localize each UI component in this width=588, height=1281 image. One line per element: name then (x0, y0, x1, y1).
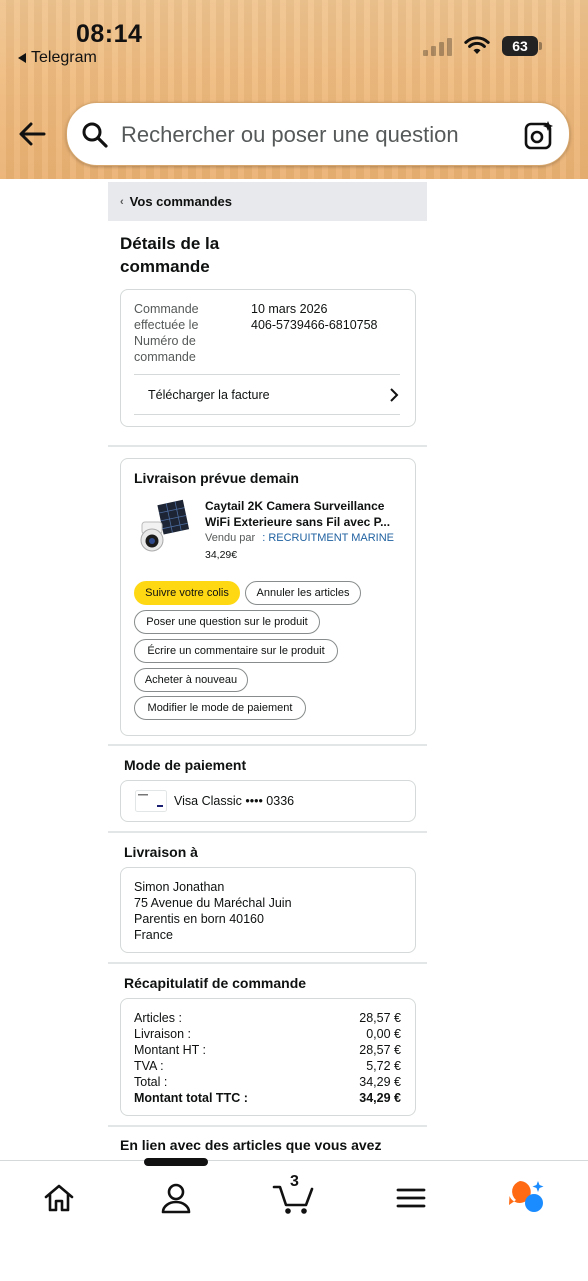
summary-row-label: Total : (134, 1075, 168, 1089)
battery-level: 63 (512, 38, 528, 54)
summary-row-value: 28,57 € (359, 1011, 401, 1025)
status-time: 08:14 (76, 20, 143, 48)
summary-row (134, 1042, 401, 1058)
grand-total-label: Montant total TTC : (134, 1091, 248, 1105)
product-title[interactable]: Caytail 2K Camera Surveillance WiFi Exterieure sans Fil avec P... (205, 499, 391, 529)
cancel-items-button[interactable]: Annuler les articles (245, 581, 361, 605)
section-separator (108, 445, 427, 447)
search-placeholder: Rechercher ou poser une question (121, 122, 459, 147)
order-date-label: Commande effectuée le (134, 302, 199, 332)
payment-card[interactable] (120, 780, 416, 822)
address-street: 75 Avenue du Maréchal Juin (134, 896, 292, 910)
payment-card-label: Visa Classic •••• 0336 (174, 794, 295, 808)
order-number-value: 406-5739466-6810758 (251, 318, 378, 332)
summary-row-label: TVA : (134, 1059, 164, 1073)
breadcrumb[interactable] (108, 182, 427, 221)
summary-row-value: 0,00 € (366, 1027, 401, 1041)
camera-search-icon[interactable] (523, 119, 555, 151)
summary-row-label: Articles : (134, 1011, 182, 1025)
track-package-button[interactable]: Suivre votre colis (134, 581, 240, 605)
cellular-signal-icon (423, 36, 452, 56)
summary-row-label: Montant HT : (134, 1043, 207, 1057)
summary-grand-total-row (134, 1090, 401, 1106)
wifi-icon (464, 36, 490, 56)
seller-link[interactable]: : RECRUITMENT MARINE (262, 532, 395, 544)
summary-row (134, 1026, 401, 1042)
order-date-value: 10 mars 2026 (251, 302, 328, 316)
product-image[interactable] (134, 496, 192, 554)
section-separator (108, 831, 427, 833)
summary-row-label: Livraison : (134, 1027, 191, 1041)
order-info-card (120, 289, 416, 427)
home-icon[interactable] (42, 1181, 76, 1215)
cart-count: 3 (290, 1173, 299, 1190)
summary-row-value: 28,57 € (359, 1043, 401, 1057)
payment-heading: Mode de paiement (124, 757, 247, 773)
menu-icon[interactable] (394, 1181, 428, 1215)
shipping-heading: Livraison à (124, 844, 198, 860)
recipient-name: Simon Jonathan (134, 880, 225, 894)
address-city: Parentis en born 40160 (134, 912, 264, 926)
summary-heading: Récapitulatif de commande (124, 975, 307, 991)
sold-by-row (205, 532, 394, 544)
cart-button[interactable] (272, 1173, 316, 1217)
section-separator (108, 744, 427, 746)
download-invoice-row[interactable] (134, 375, 400, 415)
order-number-label: Numéro de commande (134, 334, 196, 364)
bottom-navigation (0, 1160, 588, 1281)
page-title: Détails de la commande (120, 234, 220, 276)
visa-card-icon (135, 790, 167, 812)
back-app-label: Telegram (31, 49, 97, 66)
search-icon (81, 121, 109, 149)
battery-icon (502, 36, 538, 56)
summary-row-value: 34,29 € (359, 1075, 401, 1089)
address-block (134, 879, 292, 943)
back-arrow-icon[interactable] (16, 118, 48, 150)
back-to-telegram[interactable] (18, 49, 97, 67)
section-separator (108, 962, 427, 964)
delivery-card (120, 458, 416, 736)
chevron-right-icon (388, 388, 400, 402)
home-indicator (144, 1158, 208, 1166)
order-summary-card (120, 998, 416, 1116)
shipping-address-card (120, 867, 416, 953)
summary-row-value: 5,72 € (366, 1059, 401, 1073)
product-price: 34,29€ (205, 549, 238, 561)
sold-by-label: Vendu par (205, 532, 256, 544)
divider (134, 414, 400, 415)
download-invoice-label: Télécharger la facture (148, 388, 270, 402)
summary-row (134, 1074, 401, 1090)
section-separator (108, 1125, 427, 1127)
status-icons (423, 36, 538, 56)
summary-row (134, 1010, 401, 1026)
search-bar[interactable] (66, 102, 570, 166)
ask-question-button[interactable]: Poser une question sur le produit (134, 610, 320, 634)
grand-total-value: 34,29 € (359, 1091, 401, 1105)
summary-rows (134, 1010, 401, 1106)
write-review-button[interactable]: Écrire un commentaire sur le produit (134, 639, 338, 663)
summary-row (134, 1058, 401, 1074)
change-payment-button[interactable]: Modifier le mode de paiement (134, 696, 306, 720)
chevron-left-icon: ‹ (120, 195, 124, 208)
app-header (0, 0, 588, 179)
rufus-ai-icon[interactable] (506, 1177, 548, 1219)
breadcrumb-label: Vos commandes (129, 194, 233, 209)
delivery-heading: Livraison prévue demain (134, 470, 299, 486)
address-country: France (134, 928, 173, 942)
buy-again-button[interactable]: Acheter à nouveau (134, 668, 248, 692)
back-triangle-icon (18, 53, 26, 63)
account-icon[interactable] (159, 1181, 193, 1215)
related-heading: En lien avec des articles que vous avez (120, 1137, 382, 1153)
